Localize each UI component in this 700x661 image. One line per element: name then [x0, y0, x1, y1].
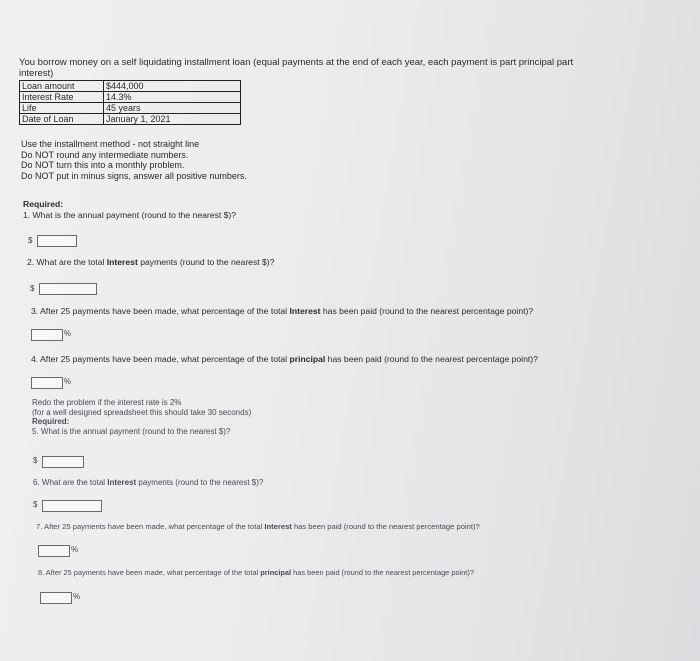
question-4: [31, 354, 538, 364]
note-3: Do NOT turn this into a monthly problem.: [21, 160, 185, 170]
question-2: [27, 257, 274, 267]
question-2-text-end: payments (round to the nearest $)?: [137, 257, 275, 267]
question-8-bold: principal: [260, 568, 292, 577]
answer-6-input[interactable]: [42, 500, 102, 512]
loan-info-table: [19, 80, 241, 125]
redo-block: [32, 398, 251, 436]
question-6: [33, 478, 263, 488]
life-label: Life: [20, 103, 104, 114]
redo-note: (for a well designed spreadsheet this should take 30 seconds): [32, 407, 252, 417]
instructions: [21, 139, 247, 181]
percent-sign: %: [64, 377, 72, 386]
question-7-text: 7. After 25 payments have been made, what percentage of the total: [36, 522, 265, 531]
question-7-bold: Interest: [264, 522, 292, 531]
intro-text: [19, 57, 573, 79]
intro-line-2: interest): [19, 68, 54, 79]
percent-sign: %: [73, 592, 81, 601]
dollar-sign: $: [33, 456, 38, 465]
question-6-text-end: payments (round to the nearest $)?: [136, 478, 264, 487]
question-3: [31, 306, 533, 316]
question-8-text-end: has been paid (round to the nearest percentage point)?: [291, 568, 474, 577]
question-4-text: 4. After 25 payments have been made, what percentage of the total: [31, 354, 290, 364]
question-6-text: 6. What are the total: [33, 478, 108, 487]
date-of-loan-value: January 1, 2021: [104, 114, 241, 125]
question-1: 1. What is the annual payment (round to the nearest $)?: [23, 210, 237, 220]
question-8: [38, 568, 474, 578]
question-3-text: 3. After 25 payments have been made, what percentage of the total: [31, 306, 290, 316]
answer-4-input[interactable]: [31, 377, 63, 389]
question-4-bold: principal: [289, 354, 326, 364]
answer-2-input[interactable]: [39, 283, 97, 295]
note-1: Use the installment method - not straight line: [21, 139, 200, 149]
question-2-bold: Interest: [106, 257, 138, 267]
redo-text: Redo the problem if the interest rate is 2%: [32, 398, 182, 407]
question-4-text-end: has been paid (round to the nearest percentage point)?: [325, 354, 538, 364]
answer-5-input[interactable]: [42, 456, 84, 468]
question-6-bold: Interest: [107, 478, 137, 487]
loan-amount-label: Loan amount: [20, 81, 104, 92]
note-2: Do NOT round any intermediate numbers.: [21, 149, 189, 160]
table-row: [20, 103, 241, 114]
required-heading-2: Required:: [32, 417, 70, 426]
dollar-sign: $: [30, 284, 35, 293]
percent-sign: %: [71, 545, 79, 554]
date-of-loan-label: Date of Loan: [20, 114, 104, 125]
answer-8-input[interactable]: [40, 592, 72, 604]
question-5: 5. What is the annual payment (round to the nearest $)?: [32, 426, 231, 436]
dollar-sign: $: [33, 500, 38, 509]
question-2-text: 2. What are the total: [27, 257, 107, 267]
table-row: [20, 81, 241, 92]
note-4: Do NOT put in minus signs, answer all positive numbers.: [21, 170, 247, 181]
answer-3-input[interactable]: [31, 329, 63, 341]
answer-1-input[interactable]: [37, 235, 77, 247]
percent-sign: %: [64, 329, 72, 338]
table-row: [20, 92, 241, 103]
question-7-text-end: has been paid (round to the nearest percentage point)?: [291, 522, 480, 531]
dollar-sign: $: [28, 236, 33, 245]
question-8-text: 8. After 25 payments have been made, what percentage of the total: [38, 568, 261, 577]
interest-rate-label: Interest Rate: [20, 92, 104, 103]
table-row: [20, 114, 241, 125]
answer-7-input[interactable]: [38, 545, 70, 557]
loan-amount-value: $444,000: [104, 81, 241, 92]
required-heading-1: Required:: [23, 199, 64, 209]
intro-line-1: You borrow money on a self liquidating installment loan (equal payments at the end of each year, each payment is part principal part: [19, 57, 574, 68]
interest-rate-value: 14.3%: [104, 92, 241, 103]
question-7: [36, 522, 480, 532]
question-3-bold: Interest: [289, 306, 321, 316]
life-value: 45 years: [104, 103, 241, 114]
question-3-text-end: has been paid (round to the nearest percentage point)?: [320, 306, 534, 316]
